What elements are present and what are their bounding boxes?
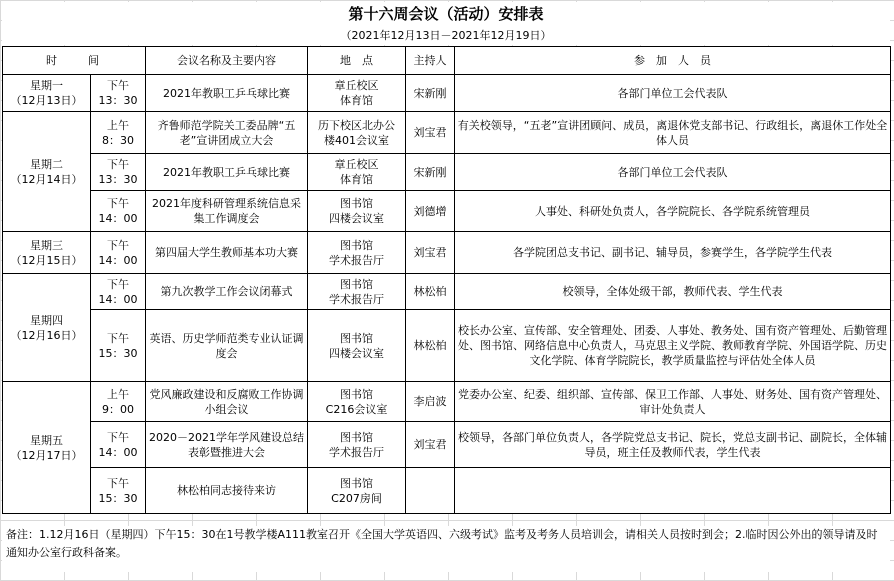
time-cell: 上午 8：30 — [91, 112, 146, 154]
location-cell: 图书馆 四楼会议室 — [308, 310, 406, 382]
participants-cell: 校领导，各部门单位负责人，各学院党总支书记、院长，党总支副书记、副院长，全体辅导员，班主任及教师代表，学生代表 — [455, 422, 891, 468]
table-row — [3, 310, 891, 382]
time-cell: 下午 14：00 — [91, 191, 146, 232]
schedule-table — [2, 46, 891, 514]
content-cell: 2021年度科研管理系统信息采集工作调度会 — [146, 191, 308, 232]
content-cell: 林松柏同志接待来访 — [146, 468, 308, 514]
location-cell: 图书馆 C207房间 — [308, 468, 406, 514]
header-location: 地 点 — [308, 47, 406, 75]
participants-cell: 党委办公室、纪委、组织部、宣传部、保卫工作部、人事处、财务处、国有资产管理处、审计处负责人 — [455, 382, 891, 422]
host-cell: 刘宝君 — [406, 422, 455, 468]
content-cell: 第九次教学工作会议闭幕式 — [146, 274, 308, 310]
participants-cell: 人事处、科研处负责人，各学院院长、各学院系统管理员 — [455, 191, 891, 232]
participants-cell: 校长办公室、宣传部、安全管理处、团委、人事处、教务处、国有资产管理处、后勤管理处、图书馆、网络信息中心负责人，马克思主义学院、教师教育学院、外国语学院、历史文化学院、体育学院院长，教学质量监控与评估处全体人员 — [455, 310, 891, 382]
time-cell: 下午 14：00 — [91, 422, 146, 468]
participants-cell: 有关校领导，“五老”宣讲团顾问、成员，离退休党支部书记、行政组长，离退休工作处全体人员 — [455, 112, 891, 154]
host-cell: 宋新刚 — [406, 154, 455, 191]
table-row — [3, 468, 891, 514]
time-cell: 下午 15：30 — [91, 310, 146, 382]
table-row — [3, 191, 891, 232]
content-cell: 2021年教职工乒乓球比赛 — [146, 154, 308, 191]
header-time: 时 间 — [3, 47, 146, 75]
table-row — [3, 382, 891, 422]
location-cell: 历下校区北办公 楼401会议室 — [308, 112, 406, 154]
footnote: 备注：1.12月16日（星期四）下午15：30在1号教学楼A111教室召开《全国大学英语四、六级考试》监考及考务人员培训会，请相关人员按时到会；2.临时因公外出的领导请及时通知办公室行政科备案。 — [2, 526, 890, 572]
content-cell: 党风廉政建设和反腐败工作协调小组会议 — [146, 382, 308, 422]
page-title: 第十六周会议（活动）安排表 — [2, 2, 890, 27]
location-cell: 章丘校区 体育馆 — [308, 154, 406, 191]
content-cell: 2020－2021学年学风建设总结表彰暨推进大会 — [146, 422, 308, 468]
host-cell: 宋新刚 — [406, 75, 455, 112]
participants-cell: 各学院团总支书记、副书记、辅导员，参赛学生，各学院学生代表 — [455, 232, 891, 274]
day-cell-thursday: 星期四 （12月16日） — [3, 274, 91, 382]
day-cell-friday: 星期五 （12月17日） — [3, 382, 91, 514]
header-content: 会议名称及主要内容 — [146, 47, 308, 75]
host-cell: 李启波 — [406, 382, 455, 422]
content-cell: 齐鲁师范学院关工委品牌“五老”宣讲团成立大会 — [146, 112, 308, 154]
host-cell: 林松柏 — [406, 310, 455, 382]
day-cell-wednesday: 星期三 （12月15日） — [3, 232, 91, 274]
location-cell: 图书馆 学术报告厅 — [308, 422, 406, 468]
participants-cell: 校领导，全体处级干部，教师代表、学生代表 — [455, 274, 891, 310]
host-cell: 刘宝君 — [406, 112, 455, 154]
header-participants: 参 加 人 员 — [455, 47, 891, 75]
location-cell: 图书馆 学术报告厅 — [308, 274, 406, 310]
time-cell: 下午 15：30 — [91, 468, 146, 514]
time-cell: 上午 9：00 — [91, 382, 146, 422]
host-cell — [406, 468, 455, 514]
table-row — [3, 112, 891, 154]
content-cell: 2021年教职工乒乓球比赛 — [146, 75, 308, 112]
content-cell: 第四届大学生教师基本功大赛 — [146, 232, 308, 274]
participants-cell: 各部门单位工会代表队 — [455, 154, 891, 191]
host-cell: 林松柏 — [406, 274, 455, 310]
location-cell: 图书馆 四楼会议室 — [308, 191, 406, 232]
table-row — [3, 422, 891, 468]
host-cell: 刘宝君 — [406, 232, 455, 274]
header-host: 主持人 — [406, 47, 455, 75]
host-cell: 刘德增 — [406, 191, 455, 232]
day-cell-tuesday: 星期二 （12月14日） — [3, 112, 91, 232]
location-cell: 图书馆 C216会议室 — [308, 382, 406, 422]
time-cell: 下午 13：30 — [91, 154, 146, 191]
table-row — [3, 232, 891, 274]
table-row — [3, 75, 891, 112]
header-row — [3, 47, 891, 75]
participants-cell: 各部门单位工会代表队 — [455, 75, 891, 112]
time-cell: 下午 14：00 — [91, 232, 146, 274]
time-cell: 下午 13：30 — [91, 75, 146, 112]
day-cell-monday: 星期一 （12月13日） — [3, 75, 91, 112]
location-cell: 图书馆 学术报告厅 — [308, 232, 406, 274]
table-row — [3, 274, 891, 310]
location-cell: 章丘校区 体育馆 — [308, 75, 406, 112]
date-range: （2021年12月13日－2021年12月19日） — [2, 27, 890, 45]
participants-cell — [455, 468, 891, 514]
table-row — [3, 154, 891, 191]
time-cell: 下午 14：00 — [91, 274, 146, 310]
content-cell: 英语、历史学师范类专业认证调度会 — [146, 310, 308, 382]
